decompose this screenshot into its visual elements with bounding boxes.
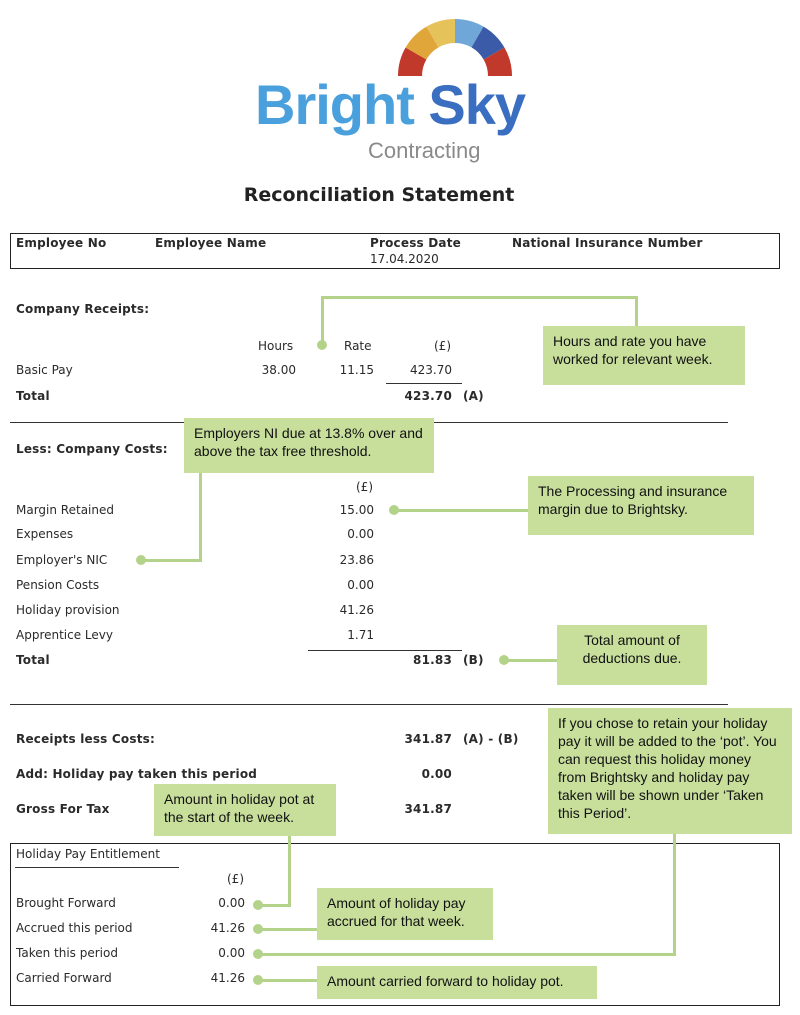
connector-dot: [499, 655, 509, 665]
connector-line: [258, 953, 676, 956]
connector-dot: [253, 900, 263, 910]
holiday-row-label: Taken this period: [16, 946, 118, 960]
holiday-taken-label: Add: Holiday pay taken this period: [16, 767, 258, 781]
connector-line: [394, 509, 528, 512]
connector-line: [258, 979, 318, 982]
logo-word-bright: Bright: [255, 73, 414, 136]
holiday-taken-value: 0.00: [421, 767, 452, 781]
connector-dot: [253, 924, 263, 934]
cost-row-label: Employer's NIC: [16, 553, 108, 567]
holiday-row-label: Accrued this period: [16, 921, 133, 935]
holiday-row-value: 0.00: [218, 896, 245, 910]
holiday-row-value: 41.26: [210, 971, 245, 985]
cost-row-label: Holiday provision: [16, 603, 120, 617]
holiday-heading-rule: [15, 867, 179, 868]
cost-row-label: Apprentice Levy: [16, 628, 113, 642]
connector-line: [673, 832, 676, 956]
page-title: Reconciliation Statement: [243, 184, 515, 206]
section-divider: [10, 704, 728, 705]
costs-amount-column-header: (£): [356, 480, 373, 494]
cost-row-value: 1.71: [347, 628, 374, 642]
process-date-value: 17.04.2020: [370, 252, 439, 266]
holiday-row-label: Brought Forward: [16, 896, 116, 910]
cost-row-value: 0.00: [347, 578, 374, 592]
cost-row-value: 41.26: [339, 603, 374, 617]
holiday-entitlement-heading: Holiday Pay Entitlement: [16, 847, 160, 861]
company-receipts-heading: Company Receipts:: [16, 302, 150, 316]
basic-pay-amount: 423.70: [410, 363, 452, 377]
connector-dot: [317, 340, 327, 350]
connector-dot: [136, 555, 146, 565]
callout-holiday-accrued: Amount of holiday pay accrued for that week.: [317, 888, 493, 940]
company-logo: [250, 10, 550, 170]
connector-line: [321, 296, 638, 299]
basic-pay-hours: 38.00: [261, 363, 296, 377]
receipts-total-marker: (A): [463, 389, 484, 403]
basic-pay-label: Basic Pay: [16, 363, 73, 377]
receipts-less-costs-label: Receipts less Costs:: [16, 732, 155, 746]
receipts-total-rule: [386, 383, 462, 384]
employee-name-label: Employee Name: [155, 236, 267, 250]
cost-row-label: Expenses: [16, 527, 74, 541]
logo-word-sky: Sky: [428, 73, 526, 136]
connector-line: [140, 559, 202, 562]
logo-subtitle: Contracting: [368, 138, 481, 163]
callout-holiday-pot-start: Amount in holiday pot at the start of the week.: [154, 784, 336, 836]
connector-line: [258, 928, 318, 931]
cost-row-value: 15.00: [339, 503, 374, 517]
amount-column-header: (£): [434, 339, 451, 353]
receipts-total-amount: 423.70: [404, 389, 452, 403]
callout-holiday-retain: If you chose to retain your holiday pay it will be added to the ‘pot’. You can request this holiday money from Brightsky and holiday pay taken will be shown under ‘Taken this Period’.: [548, 708, 792, 834]
cost-row-value: 23.86: [339, 553, 374, 567]
connector-line: [321, 296, 324, 344]
connector-dot: [253, 975, 263, 985]
cost-row-value: 0.00: [347, 527, 374, 541]
basic-pay-rate: 11.15: [339, 363, 374, 377]
connector-line: [199, 472, 202, 562]
holiday-row-value: 41.26: [210, 921, 245, 935]
holiday-row-label: Carried Forward: [16, 971, 112, 985]
costs-total-label: Total: [16, 653, 50, 667]
connector-line: [288, 834, 291, 907]
callout-carried-forward: Amount carried forward to holiday pot.: [317, 966, 597, 999]
process-date-label: Process Date: [370, 236, 462, 250]
costs-total-marker: (B): [463, 653, 484, 667]
receipts-less-costs-marker: (A) - (B): [463, 732, 519, 746]
holiday-row-value: 0.00: [218, 946, 245, 960]
hours-column-header: Hours: [258, 339, 294, 353]
callout-total-deductions: Total amount of deductions due.: [557, 625, 707, 685]
connector-line: [504, 659, 558, 662]
holiday-amount-column-header: (£): [227, 872, 244, 886]
gross-for-tax-value: 341.87: [404, 802, 452, 816]
gross-for-tax-label: Gross For Tax: [16, 802, 110, 816]
receipts-total-label: Total: [16, 389, 50, 403]
ni-number-label: National Insurance Number: [512, 236, 703, 250]
rainbow-arc-icon: [250, 10, 550, 80]
costs-total-amount: 81.83: [413, 653, 452, 667]
callout-margin: The Processing and insurance margin due to Brightsky.: [528, 476, 754, 535]
callout-hours-rate: Hours and rate you have worked for relevant week.: [543, 326, 745, 385]
callout-employers-ni: Employers NI due at 13.8% over and above the tax free threshold.: [184, 418, 434, 473]
connector-dot: [253, 949, 263, 959]
costs-total-rule: [308, 650, 462, 651]
company-costs-heading: Less: Company Costs:: [16, 442, 168, 456]
connector-line: [635, 296, 638, 326]
employee-no-label: Employee No: [16, 236, 107, 250]
cost-row-label: Pension Costs: [16, 578, 100, 592]
receipts-less-costs-value: 341.87: [404, 732, 452, 746]
cost-row-label: Margin Retained: [16, 503, 114, 517]
rate-column-header: Rate: [344, 339, 372, 353]
connector-dot: [389, 505, 399, 515]
